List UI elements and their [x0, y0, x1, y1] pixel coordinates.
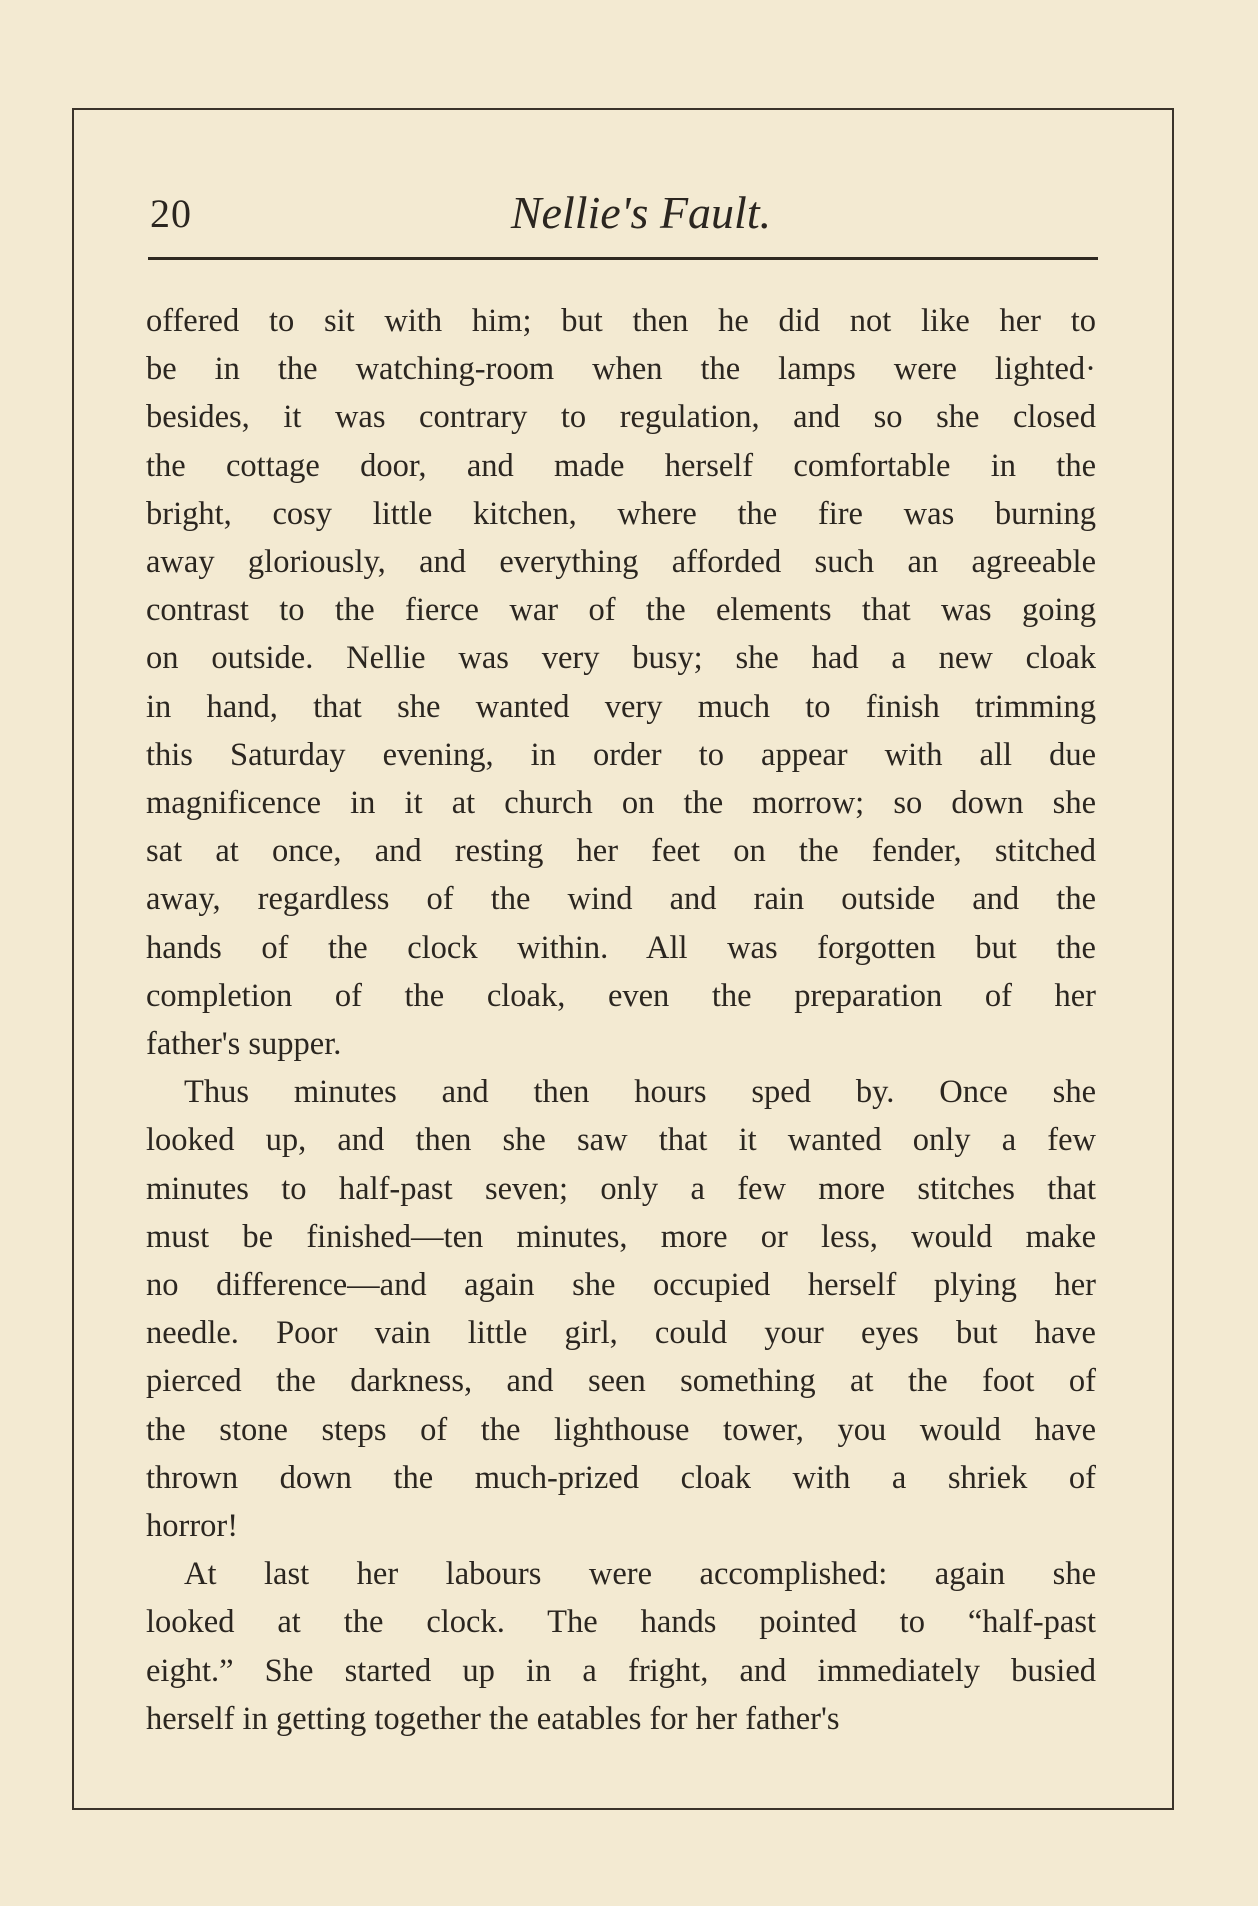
running-title: Nellie's Fault. — [510, 187, 772, 238]
text-line: needle. Poor vain little girl, could your eyes but have — [146, 1315, 1096, 1352]
text-line: this Saturday evening, in order to appear with all due — [146, 736, 1096, 773]
page-number: 20 — [150, 191, 192, 236]
text-line: away gloriously, and everything afforded such an agreeable — [146, 544, 1096, 581]
text-line: in hand, that she wanted very much to finish trimming — [146, 688, 1096, 725]
text-line: on outside. Nellie was very busy; she had a new cloak — [146, 640, 1096, 677]
text-line: horror! — [146, 1508, 239, 1545]
text-line: the cottage door, and made herself comfortable in the — [146, 447, 1096, 484]
text-line: At last her labours were accomplished: again she — [184, 1556, 1096, 1593]
text-line: completion of the cloak, even the preparation of her — [146, 977, 1096, 1014]
text-line: the stone steps of the lighthouse tower, you would have — [146, 1411, 1096, 1448]
text-line: looked up, and then she saw that it wanted only a few — [146, 1122, 1096, 1159]
text-line: contrast to the fierce war of the elements that was going — [146, 592, 1096, 629]
paragraph — [146, 1550, 1096, 1743]
text-line: herself in getting together the eatables for her father's — [146, 1700, 840, 1737]
paragraph — [146, 297, 1096, 1068]
text-line: magnificence in it at church on the morrow; so down she — [146, 785, 1096, 822]
text-line: minutes to half-past seven; only a few more stitches that — [146, 1170, 1096, 1207]
header-rule — [148, 257, 1098, 260]
text-line: sat at once, and resting her feet on the fender, stitched — [146, 833, 1096, 870]
text-line: be in the watching-room when the lamps were lighted· — [146, 351, 1096, 388]
text-line: thrown down the much-prized cloak with a shriek of — [146, 1459, 1096, 1496]
text-line: hands of the clock within. All was forgotten but the — [146, 929, 1096, 966]
text-line: eight.” She started up in a fright, and immediately busied — [146, 1652, 1096, 1689]
text-line: besides, it was contrary to regulation, and so she closed — [146, 399, 1096, 436]
text-line: pierced the darkness, and seen something at the foot of — [146, 1363, 1096, 1400]
text-line: must be finished—ten minutes, more or less, would make — [146, 1218, 1096, 1255]
body-text — [146, 297, 1096, 1743]
text-line: offered to sit with him; but then he did not like her to — [146, 303, 1096, 339]
text-line: Thus minutes and then hours sped by. Once she — [184, 1074, 1096, 1111]
text-line: bright, cosy little kitchen, where the fire was burning — [146, 495, 1096, 532]
page-header — [146, 186, 1096, 246]
text-line: no difference—and again she occupied herself plying her — [146, 1267, 1096, 1304]
text-line: looked at the clock. The hands pointed to “half-past — [146, 1604, 1096, 1641]
text-line: father's supper. — [146, 1026, 342, 1063]
paragraph — [146, 1068, 1096, 1550]
text-line: away, regardless of the wind and rain outside and the — [146, 881, 1096, 918]
